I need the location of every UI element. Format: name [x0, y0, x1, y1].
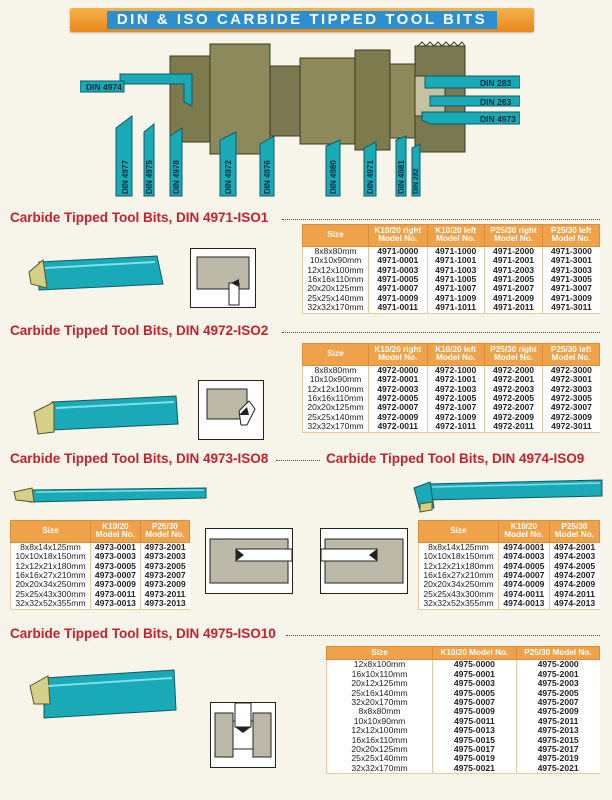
cell-model: 4972-0003: [369, 385, 428, 394]
cell-model: 4975-0013: [433, 726, 517, 735]
header-k1020: K10/20 Model No.: [440, 648, 509, 657]
cell-model: 4973-0009: [91, 580, 141, 589]
cell-model: 4971-2007: [484, 284, 542, 293]
cell-model: 4974-2003: [549, 552, 599, 561]
cell-model: 4971-0005: [369, 275, 428, 284]
cell-model: 4973-2013: [140, 599, 189, 609]
divider: [286, 635, 600, 636]
label-din263: DIN 263: [480, 97, 512, 107]
cell-model: 4973-0013: [91, 599, 141, 609]
cell-size: 20x20x34x250mm: [11, 580, 91, 589]
cell-model: 4975-2011: [516, 717, 599, 726]
cell-model: 4972-2007: [484, 403, 542, 412]
cell-size: 16x16x110mm: [303, 275, 369, 284]
tool-photo-din4973: [10, 480, 210, 506]
cell-size: 32x32x52x355mm: [419, 599, 499, 609]
cell-model: 4972-1007: [427, 403, 484, 412]
cell-model: 4971-0003: [369, 266, 428, 275]
tool-photo-din4971: [25, 248, 165, 296]
divider: [282, 332, 600, 333]
cell-model: 4972-3005: [543, 394, 600, 403]
cell-model: 4975-2009: [516, 707, 599, 716]
header-size: Size: [327, 349, 344, 359]
cell-model: 4973-0001: [91, 542, 141, 552]
cell-model: 4975-0003: [433, 679, 517, 688]
cell-size: 12x12x21x180mm: [11, 562, 91, 571]
cell-model: 4972-0007: [369, 403, 428, 412]
cell-size: 10x10x18x150mm: [11, 552, 91, 561]
cell-model: 4973-2003: [140, 552, 189, 561]
section-title-din4975: Carbide Tipped Tool Bits, DIN 4975-ISO10: [10, 626, 276, 641]
label-din4980: DIN 4980: [329, 160, 338, 194]
cell-model: 4974-0009: [499, 580, 550, 589]
label-din4975: DIN 4975: [145, 160, 154, 194]
cell-model: 4971-2001: [484, 256, 542, 265]
cell-size: 20x20x125mm: [303, 403, 369, 412]
cell-model: 4971-3001: [543, 256, 600, 265]
label-din4974: DIN 4974: [86, 82, 122, 92]
cell-size: 20x20x125mm: [303, 284, 369, 293]
cell-model: 4974-2005: [549, 562, 599, 571]
cell-size: 12x12x100mm: [327, 726, 433, 735]
cell-size: 32x20x170mm: [327, 698, 433, 707]
profile-diagram-din4975: [210, 702, 276, 768]
cell-size: 25x25x43x300mm: [11, 590, 91, 599]
header-size: Size: [327, 230, 344, 240]
label-din283: DIN 283: [480, 78, 512, 88]
cell-model: 4973-0007: [91, 571, 141, 580]
cell-model: 4975-2019: [516, 754, 599, 763]
cell-model: 4972-0005: [369, 394, 428, 403]
cell-model: 4972-2001: [484, 375, 542, 384]
cell-model: 4971-2011: [484, 303, 542, 313]
cell-size: 8x8x80mm: [303, 246, 369, 256]
cell-model: 4974-2013: [549, 599, 599, 609]
label-din4971: DIN 4971: [366, 160, 375, 194]
header-size: Size: [371, 648, 388, 657]
cell-model: 4971-2000: [484, 246, 542, 256]
header-size: Size: [450, 526, 467, 536]
cell-model: 4975-2003: [516, 679, 599, 688]
cell-model: 4975-2005: [516, 689, 599, 698]
cell-size: 10x10x90mm: [303, 375, 369, 384]
cell-model: 4972-0000: [369, 365, 428, 375]
cell-model: 4971-1007: [427, 284, 484, 293]
cell-size: 10x10x90mm: [327, 717, 433, 726]
label-din4973: DIN 4973: [480, 114, 516, 124]
tool-photo-din4975: [28, 664, 178, 728]
profile-diagram-din4971: [190, 248, 256, 308]
workpiece: [170, 42, 465, 154]
cell-model: 4972-1000: [427, 365, 484, 375]
cell-model: 4975-0009: [433, 707, 517, 716]
cell-model: 4972-3001: [543, 375, 600, 384]
cell-model: 4972-2000: [484, 365, 542, 375]
cell-model: 4973-0005: [91, 562, 141, 571]
table-row: [303, 303, 600, 313]
header-k1020-left: K10/20 left Model No.: [435, 226, 477, 244]
spec-table-din4973: [10, 520, 190, 610]
table-row: [11, 599, 190, 609]
cell-model: 4972-1003: [427, 385, 484, 394]
divider: [282, 219, 600, 220]
cell-size: 16x16x27x210mm: [11, 571, 91, 580]
header-p2530-right: P25/30 right Model No.: [490, 226, 537, 244]
header-p2530-left: P25/30 left Model No.: [550, 226, 592, 244]
cell-size: 32x32x170mm: [327, 764, 433, 774]
cell-size: 8x8x14x125mm: [419, 542, 499, 552]
cell-model: 4971-3007: [543, 284, 600, 293]
cell-model: 4972-0009: [369, 413, 428, 422]
label-din4978: DIN 4978: [172, 160, 181, 194]
cell-size: 25x25x43x300mm: [419, 590, 499, 599]
header-k1020: K10/20 Model No.: [95, 522, 135, 540]
cell-model: 4971-1011: [427, 303, 484, 313]
header-k1020: K10/20 Model No.: [504, 522, 544, 540]
cell-model: 4972-3007: [543, 403, 600, 412]
cell-model: 4972-2011: [484, 422, 542, 432]
cell-model: 4972-1011: [427, 422, 484, 432]
cell-model: 4974-0001: [499, 542, 550, 552]
cell-size: 32x32x170mm: [303, 303, 369, 313]
section-title-din4972: Carbide Tipped Tool Bits, DIN 4972-ISO2: [10, 323, 269, 338]
cell-model: 4975-2013: [516, 726, 599, 735]
cell-model: 4974-0013: [499, 599, 550, 609]
cell-model: 4973-2009: [140, 580, 189, 589]
cell-size: 25x25x140mm: [327, 754, 433, 763]
cell-model: 4971-3009: [543, 294, 600, 303]
cell-model: 4971-2003: [484, 266, 542, 275]
cell-size: 12x8x100mm: [327, 660, 433, 670]
cell-model: 4973-0003: [91, 552, 141, 561]
profile-diagram-din4972: [198, 380, 264, 440]
cell-model: 4971-1003: [427, 266, 484, 275]
cell-model: 4974-0003: [499, 552, 550, 561]
cell-model: 4972-3011: [543, 422, 600, 432]
cell-model: 4973-0011: [91, 590, 141, 599]
cell-model: 4971-3005: [543, 275, 600, 284]
header-k1020-right: K10/20 right Model No.: [374, 226, 422, 244]
cell-model: 4971-3000: [543, 246, 600, 256]
cell-model: 4972-0011: [369, 422, 428, 432]
cell-model: 4971-2005: [484, 275, 542, 284]
cell-model: 4974-0007: [499, 571, 550, 580]
cell-model: 4972-3003: [543, 385, 600, 394]
cell-model: 4975-2015: [516, 736, 599, 745]
cell-model: 4972-3000: [543, 365, 600, 375]
cell-size: 10x10x18x150mm: [419, 552, 499, 561]
cell-size: 12x12x21x180mm: [419, 562, 499, 571]
cell-model: 4975-0017: [433, 745, 517, 754]
cell-model: 4972-2009: [484, 413, 542, 422]
cell-model: 4971-0000: [369, 246, 428, 256]
cell-model: 4975-2021: [516, 764, 599, 774]
cell-size: 8x8x80mm: [327, 707, 433, 716]
cell-model: 4971-0001: [369, 256, 428, 265]
profile-diagram-din4974: [320, 528, 408, 594]
cell-model: 4972-0001: [369, 375, 428, 384]
cell-model: 4975-0011: [433, 717, 517, 726]
cell-model: 4972-3009: [543, 413, 600, 422]
cell-model: 4974-2011: [549, 590, 599, 599]
spec-table-din4974: [418, 520, 600, 610]
cell-model: 4973-2001: [140, 542, 189, 552]
header-k1020-right: K10/20 right Model No.: [374, 345, 422, 363]
cell-model: 4973-2005: [140, 562, 189, 571]
cell-model: 4974-0005: [499, 562, 550, 571]
cell-size: 16x16x27x210mm: [419, 571, 499, 580]
label-din4972: DIN 4972: [224, 160, 233, 194]
cell-model: 4975-2000: [516, 660, 599, 670]
profile-diagram-din4973: [205, 528, 293, 594]
cell-size: 32x32x52x355mm: [11, 599, 91, 609]
spec-table-din4975: [326, 646, 600, 774]
cell-size: 20x12x125mm: [327, 679, 433, 688]
header-p2530: P25/30 Model No.: [554, 522, 594, 540]
cell-model: 4975-2001: [516, 670, 599, 679]
header-k1020-left: K10/20 left Model No.: [435, 345, 477, 363]
divider: [276, 460, 320, 461]
cell-model: 4975-0005: [433, 689, 517, 698]
cell-model: 4974-2007: [549, 571, 599, 580]
section-title-din4973: Carbide Tipped Tool Bits, DIN 4973-ISO8: [10, 451, 269, 466]
cell-model: 4975-0021: [433, 764, 517, 774]
cell-size: 25x25x140mm: [303, 413, 369, 422]
cell-model: 4972-2005: [484, 394, 542, 403]
cell-model: 4974-2001: [549, 542, 599, 552]
cell-size: 12x12x100mm: [303, 266, 369, 275]
cell-model: 4971-0007: [369, 284, 428, 293]
cell-size: 25x25x140mm: [303, 294, 369, 303]
cell-model: 4971-1009: [427, 294, 484, 303]
cell-model: 4972-2003: [484, 385, 542, 394]
cell-model: 4975-2017: [516, 745, 599, 754]
page-banner: [70, 8, 534, 32]
spec-table-din4972: [302, 343, 600, 433]
cell-model: 4975-0019: [433, 754, 517, 763]
cell-size: 20x20x125mm: [327, 745, 433, 754]
label-din4981: DIN 4981: [397, 160, 406, 194]
cell-size: 8x8x14x125mm: [11, 542, 91, 552]
cell-model: 4973-2007: [140, 571, 189, 580]
cell-model: 4975-0015: [433, 736, 517, 745]
cell-model: 4971-1000: [427, 246, 484, 256]
header-p2530-left: P25/30 left Model No.: [550, 345, 592, 363]
cell-size: 32x32x170mm: [303, 422, 369, 432]
cell-model: 4973-2011: [140, 590, 189, 599]
cell-model: 4975-0001: [433, 670, 517, 679]
cell-model: 4974-0011: [499, 590, 550, 599]
cell-size: 16x10x110mm: [327, 670, 433, 679]
cell-model: 4975-0007: [433, 698, 517, 707]
cell-model: 4974-2009: [549, 580, 599, 589]
section-title-din4971: Carbide Tipped Tool Bits, DIN 4971-ISO1: [10, 210, 269, 225]
table-row: [303, 422, 600, 432]
cell-model: 4972-1005: [427, 394, 484, 403]
label-din282: DIN 282: [413, 168, 420, 194]
cell-model: 4971-3003: [543, 266, 600, 275]
cell-model: 4971-1001: [427, 256, 484, 265]
cell-size: 16x16x110mm: [303, 394, 369, 403]
cell-model: 4975-0000: [433, 660, 517, 670]
cell-model: 4972-1009: [427, 413, 484, 422]
label-din4976: DIN 4976: [263, 160, 272, 194]
cell-size: 20x20x34x250mm: [419, 580, 499, 589]
label-din4977: DIN 4977: [121, 160, 130, 194]
cell-model: 4971-0011: [369, 303, 428, 313]
cell-model: 4971-2009: [484, 294, 542, 303]
spec-table-din4971: [302, 224, 600, 314]
cell-model: 4971-3011: [543, 303, 600, 313]
cell-model: 4975-2007: [516, 698, 599, 707]
header-p2530: P25/30 Model No.: [145, 522, 185, 540]
page-title: DIN & ISO CARBIDE TIPPED TOOL BITS: [107, 11, 497, 29]
cell-model: 4972-1001: [427, 375, 484, 384]
cell-size: 10x10x90mm: [303, 256, 369, 265]
tool-photo-din4972: [30, 390, 180, 442]
table-row: [419, 599, 600, 609]
cell-size: 8x8x80mm: [303, 365, 369, 375]
header-p2530: P25/30 Model No.: [524, 648, 592, 657]
tool-overview-diagram: [80, 36, 520, 206]
cell-size: 25x16x140mm: [327, 689, 433, 698]
cell-size: 12x12x100mm: [303, 385, 369, 394]
cell-model: 4971-0009: [369, 294, 428, 303]
tool-photo-din4974: [410, 474, 606, 514]
cell-size: 16x16x110mm: [327, 736, 433, 745]
section-title-din4974: Carbide Tipped Tool Bits, DIN 4974-ISO9: [326, 451, 585, 466]
cell-model: 4971-1005: [427, 275, 484, 284]
header-size: Size: [42, 526, 59, 536]
header-p2530-right: P25/30 right Model No.: [490, 345, 537, 363]
table-row: [327, 764, 600, 774]
